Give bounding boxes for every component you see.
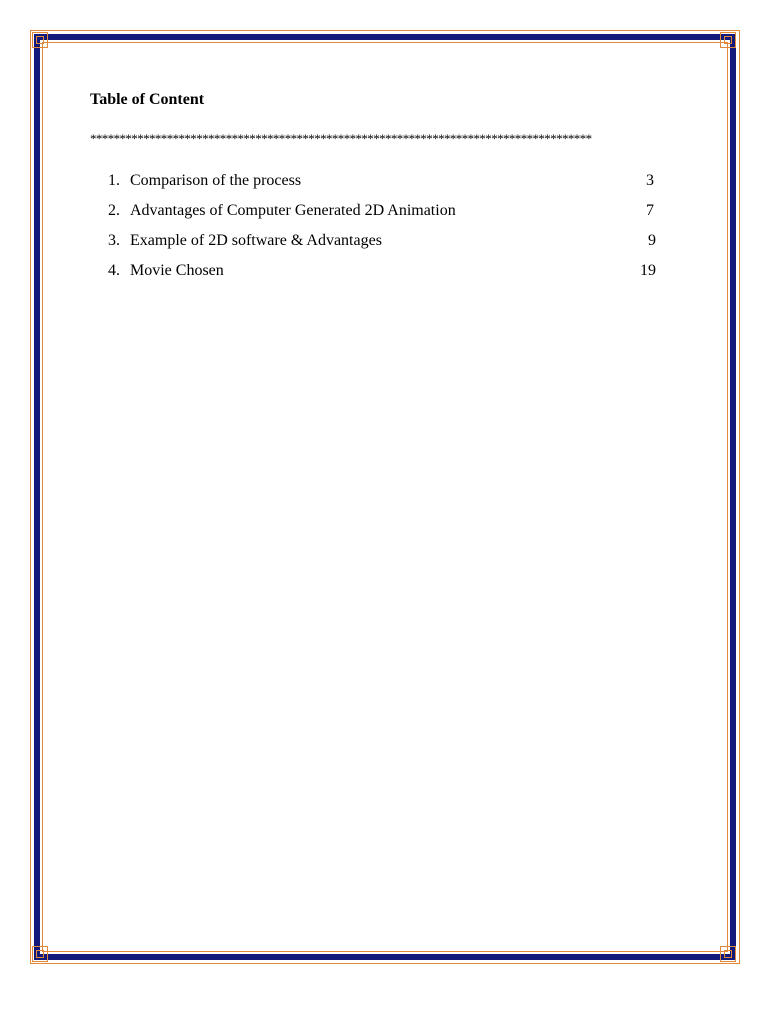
toc-entry: [90, 166, 670, 196]
toc-entry-page: 19: [640, 262, 656, 279]
toc-title: Table of Content: [90, 91, 205, 108]
border-corner-inner-bottom-right: [724, 950, 732, 958]
border-corner-inner-top-left: [36, 36, 44, 44]
toc-entry-text: Comparison of the process: [130, 172, 302, 189]
toc-entry-number: 4.: [108, 262, 120, 279]
toc-list: [90, 166, 670, 286]
border-corner-inner-bottom-left: [36, 950, 44, 958]
toc-entry-page: 3: [646, 172, 654, 189]
toc-entry-text: Advantages of Computer Generated 2D Animation: [130, 202, 456, 219]
toc-entry-text: Movie Chosen: [130, 262, 224, 279]
toc-entry-text: Example of 2D software & Advantages: [130, 232, 382, 249]
toc-entry-number: 2.: [108, 202, 120, 219]
border-corner-inner-top-right: [724, 36, 732, 44]
toc-entry: [90, 256, 670, 286]
toc-entry-page: 7: [646, 202, 654, 219]
toc-entry-page: 9: [648, 232, 656, 249]
toc-entry-number: 1.: [108, 172, 120, 189]
toc-separator: *************************************************************************************: [90, 131, 592, 146]
toc-entry: [90, 196, 670, 226]
toc-entry: [90, 226, 670, 256]
toc-entry-number: 3.: [108, 232, 120, 249]
document-content: [90, 88, 670, 286]
